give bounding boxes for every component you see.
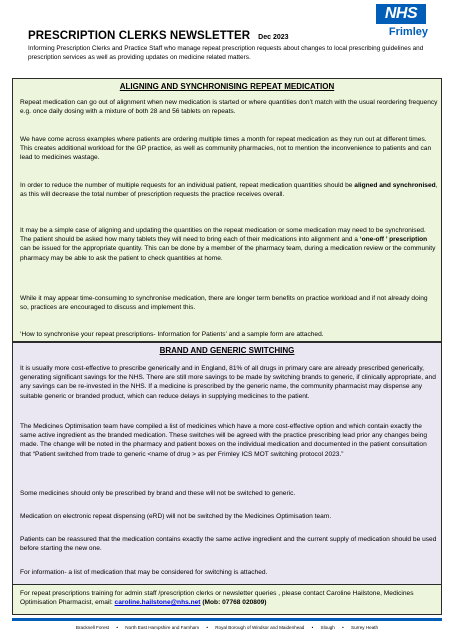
section1-paragraph-4 [20, 226, 438, 263]
section1-paragraph-2-text: We have come across examples where patients are ordering multiple times a month for repeat medication as they run out at different times. This creates additional workload for the GP practice, as well as community pharmacies, not to mention the inconvenience to patients and can lead to medicines wastage. [20, 136, 432, 162]
section2-paragraph-2: The Medicines Optimisation team have compiled a list of medicines which have a more cost-effective option and which contain exactly the same active ingredient as the branded medication. These switches will be agreed with the practice prescribing lead prior any changes being made. The change will be noted in the pharmacy and patient boxes on the individual medication and documented in the patient consultation that “Patient switched from trade to generic <name of drug > as per Frimley ICS MOT switching protocol 2023.” [20, 423, 428, 458]
footer-divider [12, 618, 442, 621]
section1-p3-bold: aligned and synchronised [354, 182, 436, 189]
contact-text [20, 589, 438, 607]
org-name: Frimley [388, 26, 428, 38]
section1-p4-bold: ‘one-off ’ prescription [359, 236, 428, 244]
section1-paragraph-2 [20, 135, 438, 163]
footer-separator: • [116, 625, 118, 630]
contact-box [12, 585, 442, 615]
section2-paragraph-5: Patients can be reassured that the medication contains exactly the same active ingredient and the current supply of medication should be used before starting the new one. [20, 536, 437, 553]
footer-area-windsor: Royal Borough of Windsor and Maidenhead [215, 625, 305, 630]
section-aligning-medication [12, 78, 442, 342]
section1-paragraph-5: While it may appear time-consuming to synchronise medication, there are longer term benefits on practice workload and if not already doing so, practices are encouraged to discuss and implement this. [20, 295, 428, 312]
footer-area-bracknell: Bracknell Forest [75, 625, 110, 630]
section2-paragraph-6: For information- a list of medication that may be considered for switching is attached. [20, 569, 268, 576]
section-heading-aligning: ALIGNING AND SYNCHRONISING REPEAT MEDICATION [119, 82, 335, 91]
section1-p4-text-a: It may be a simple case of aligning and updating the quantities on the repeat medication or some medication may need to be synchronised. The patient should be asked how many tablets they will need to bring each of their medications into alignment and a [20, 227, 426, 244]
newsletter-title: PRESCRIPTION CLERKS NEWSLETTER [28, 30, 251, 42]
section2-paragraph-3: Some medicines should only be prescribed by brand and these will not be switched to generic. [20, 490, 296, 497]
footer-separator: • [311, 625, 314, 630]
footer-separator: • [342, 625, 344, 630]
section1-paragraph-6: ‘How to synchronise your repeat prescriptions- Information for Patients’ and a sample form are attached. [20, 331, 324, 338]
section2-paragraph-1: It is usually more cost-effective to prescribe generically and in England, 81% of all drugs in primary care are already prescribed generically, generating significant savings for the NHS. There are still more savings to be made by switching brands to generic, if clinically appropriate, and any savings can be re-invested in the NHS. If a medicine is prescribed by the generic name, the community pharmacist may dispense any suitable generic or branded product, which can reduce delays in supplying medicines to the patient. [20, 365, 436, 400]
section1-p4-text-c: can be issued for the appropriate quantity. This can be done by a member of the pharmacy team, during a medication review or the community pharmacy may be able to ask the patient to check quantities at home. [20, 245, 436, 262]
footer-areas [0, 625, 454, 630]
section-heading-switching: BRAND AND GENERIC SWITCHING [159, 346, 295, 355]
contact-email-link[interactable]: caroline.hailstone@nhs.net [114, 599, 201, 607]
newsletter-intro: Informing Prescription Clerks and Practice Staff who manage repeat prescription requests about changes to local prescribing guidelines and prescription services as well as providing updates on medicine related matters. [28, 45, 424, 62]
footer-area-nehf: North East Hampshire and Farnham [125, 625, 200, 630]
section1-p3-text-a: In order to reduce the number of multiple requests for an individual patient, repeat medication quantities should be [20, 182, 355, 189]
footer-separator: • [206, 625, 208, 630]
section1-p3-text-c: , as this will decrease the total number of prescription requests the practice receives overall. [20, 182, 438, 199]
section-brand-generic-switching [12, 342, 442, 585]
section2-paragraph-4: Medication on electronic repeat dispensing (eRD) will not be switched by the Medicines Optimisation team. [20, 513, 332, 520]
footer-area-surrey-heath: Surrey Heath [351, 625, 379, 630]
section1-paragraph-3 [20, 181, 438, 199]
newsletter-header [28, 4, 432, 74]
nhs-logo: NHS [376, 4, 426, 24]
contact-message: For repeat prescriptions training for admin staff /prescription clerks or newsletter queries , please contact Caroline Hailstone, Medicines Optimisation Pharmacist, email: [20, 590, 414, 607]
title-row [28, 26, 289, 44]
contact-mobile: (Mob: 07768 020809) [202, 599, 267, 607]
newsletter-date: Dec 2023 [258, 34, 289, 41]
footer-area-slough: Slough [320, 625, 335, 630]
section1-paragraph-1: Repeat medication can go out of alignment when new medication is started or where quantities don’t match with the usual reordering frequency e.g. once daily dosing with a mixture of both 28 and 56 tablets on repeats. [20, 99, 438, 116]
